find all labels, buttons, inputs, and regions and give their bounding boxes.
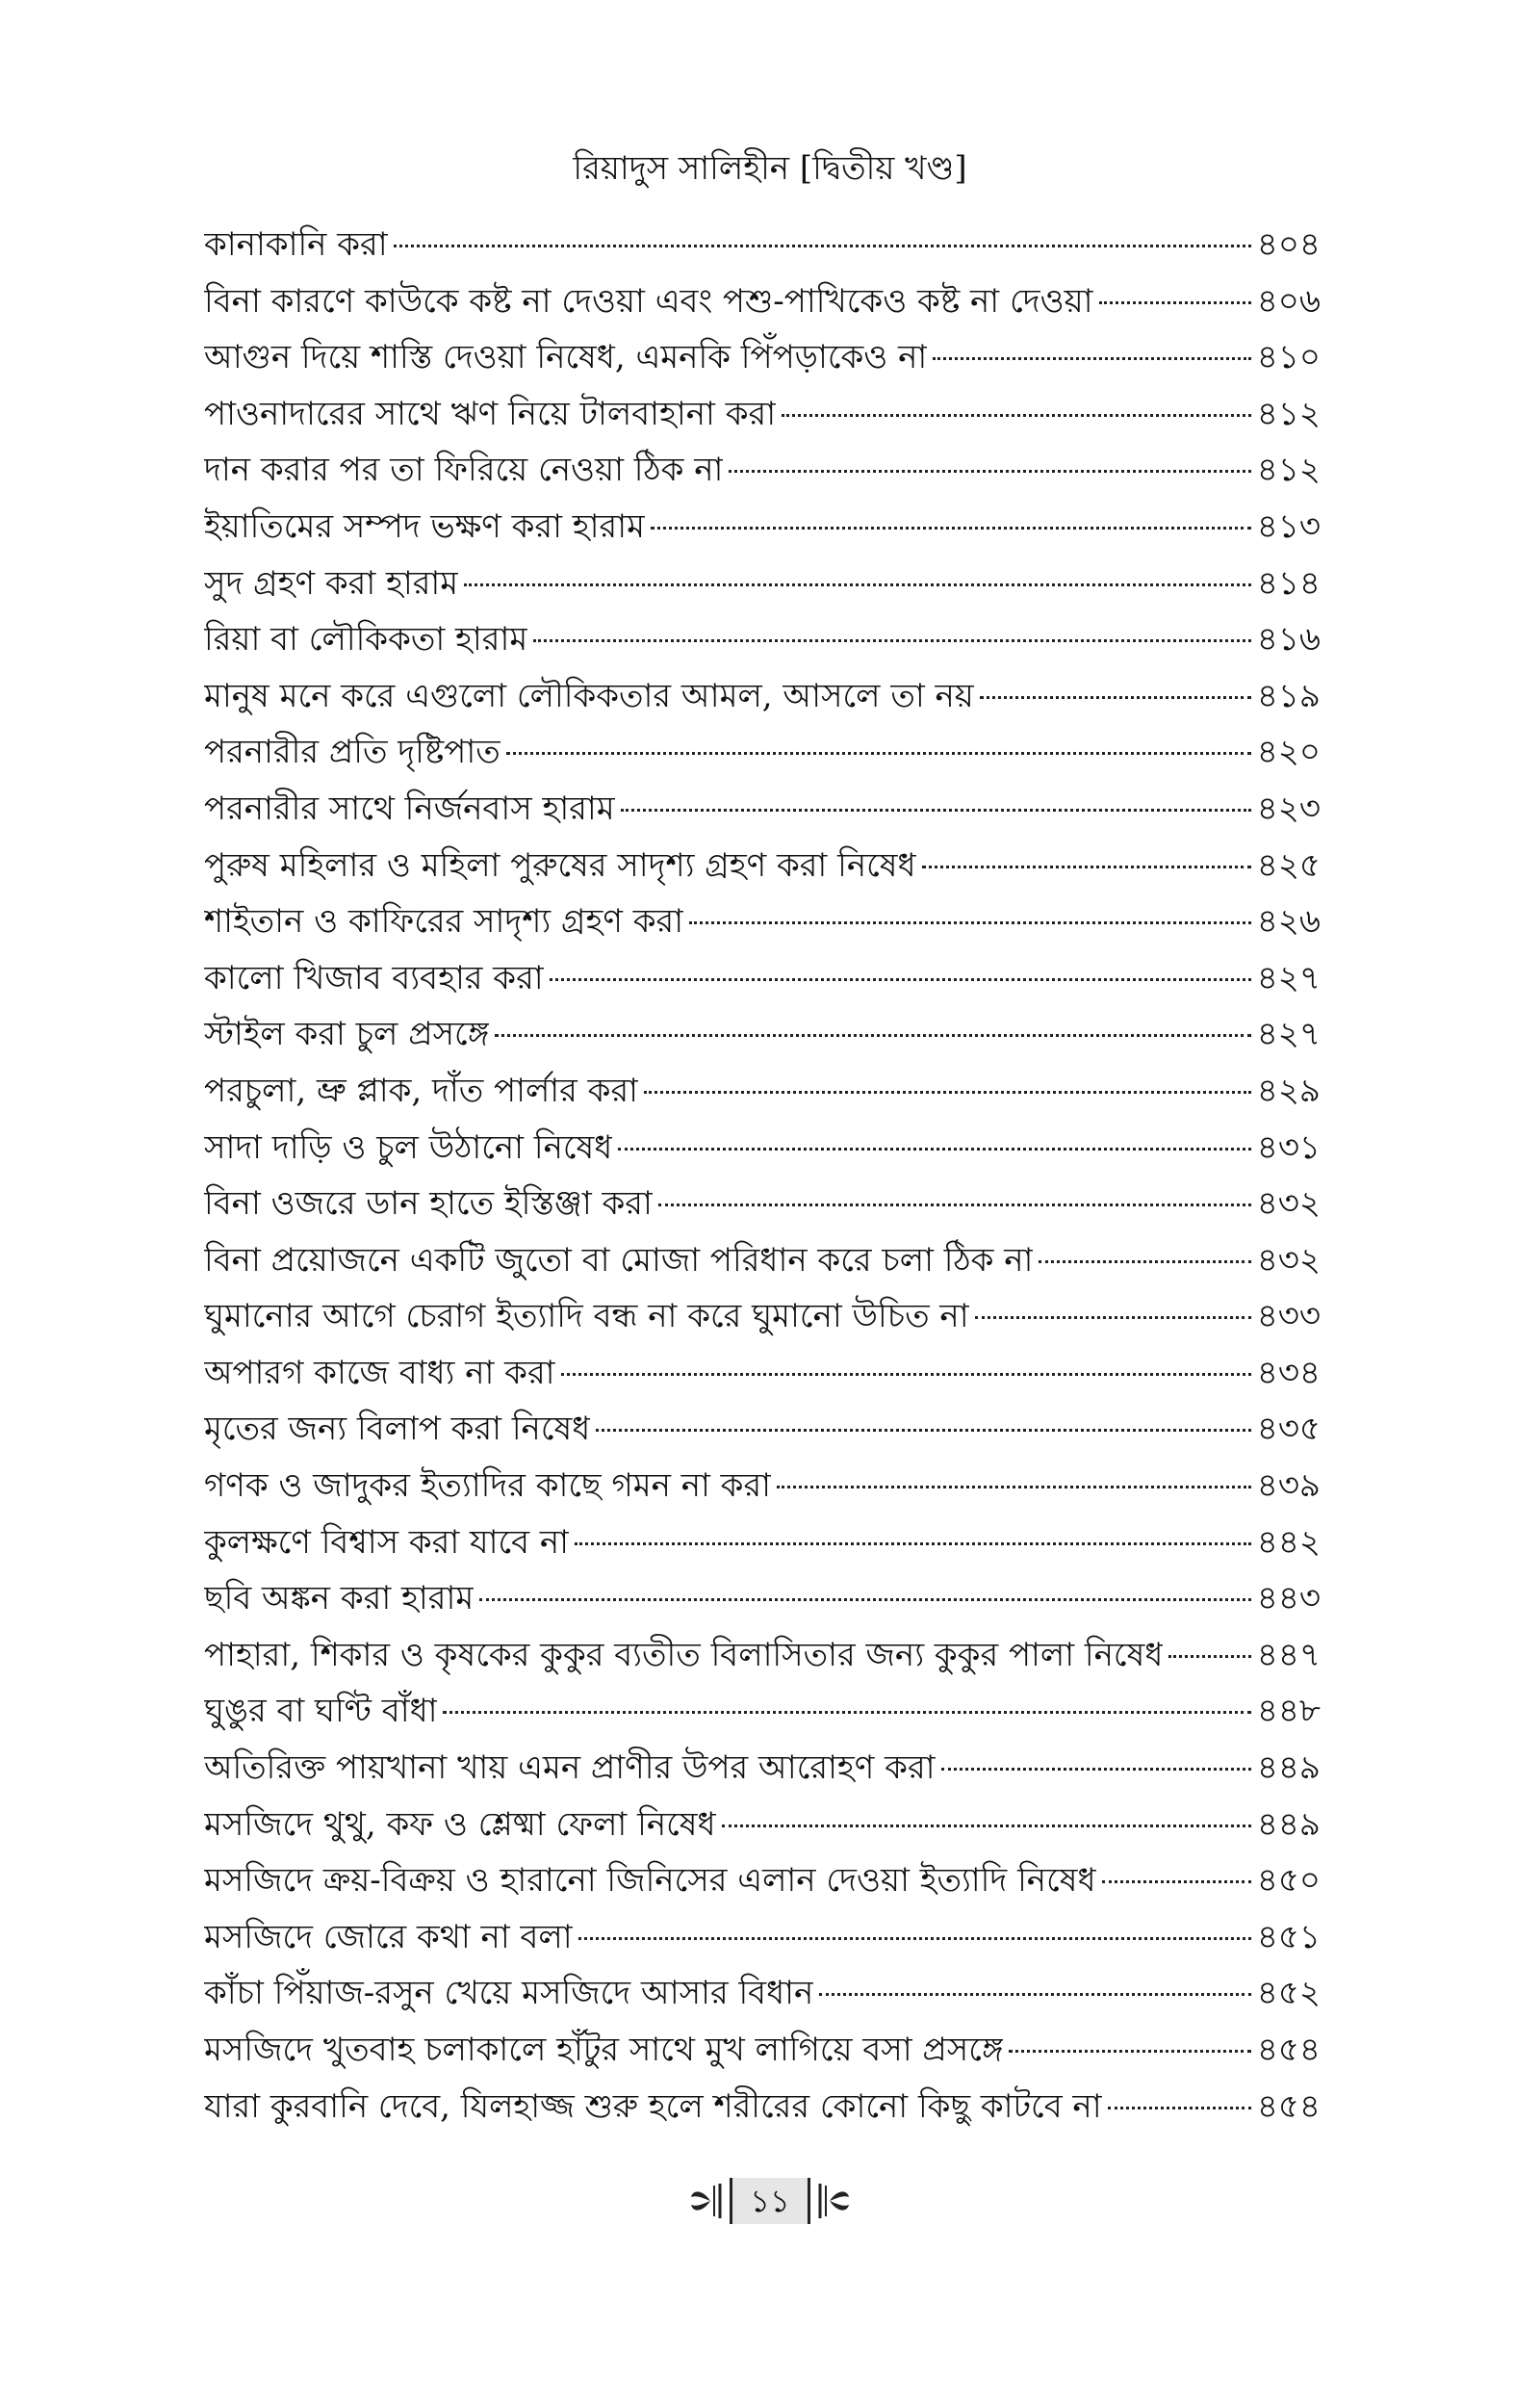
toc-entry [204,611,1321,668]
toc-entry-page: ৪১২ [1256,394,1321,433]
dot-leader [1099,301,1251,304]
toc-entry [204,386,1321,443]
toc-entry [204,724,1321,781]
dot-leader [578,1937,1251,1940]
toc-entry [204,273,1321,330]
toc-entry-title: গণক ও জাদুকর ইত্যাদির কাছে গমন না করা [204,1466,772,1506]
dot-leader [975,1316,1251,1319]
toc-entry [204,1063,1321,1120]
toc-entry-page: ৪১৪ [1256,563,1321,603]
toc-entry-title: কানাকানি করা [204,225,388,264]
toc-entry [204,1683,1321,1740]
toc-entry-page: ৪৩৩ [1256,1297,1321,1336]
dot-leader [533,639,1251,642]
toc-entry [204,1232,1321,1289]
floral-ornament-icon [687,2180,724,2222]
toc-entry [204,838,1321,894]
toc-entry-page: ৪৫১ [1256,1917,1321,1956]
toc-entry-page: ৪২৭ [1256,1015,1321,1054]
dot-leader [1039,1260,1250,1263]
dot-leader [394,245,1251,247]
toc-entry-title: রিয়া বা লৌকিকতা হারাম [204,620,528,660]
toc-entry [204,1909,1321,1966]
dot-leader [722,1825,1251,1827]
toc-entry-page: ৪৪২ [1256,1522,1321,1562]
page-number: ১১ [730,2178,810,2224]
dot-leader [443,1711,1250,1714]
dot-leader [941,1768,1251,1771]
book-title: রিয়াদুস সালিহীন [দ্বিতীয় খণ্ড] [573,149,967,188]
page-footer [0,2178,1540,2224]
toc-entry [204,668,1321,725]
toc-entry [204,1458,1321,1514]
toc-entry-page: ৪১২ [1256,451,1321,490]
toc-entry [204,781,1321,838]
toc-entry-title: স্টাইল করা চুল প্রসঙ্গে [204,1015,490,1054]
dot-leader [980,696,1251,699]
toc-entry [204,2022,1321,2079]
toc-entry-title: পাওনাদারের সাথে ঋণ নিয়ে টালবাহানা করা [204,394,777,433]
toc-entry-page: ৪১৯ [1256,676,1321,715]
toc-entry [204,217,1321,273]
toc-entry-title: সুদ গ্রহণ করা হারাম [204,563,459,603]
toc-entry-page: ৪২৫ [1256,845,1321,885]
dot-leader [495,1034,1250,1037]
toc-entry-title: আগুন দিয়ে শাস্তি দেওয়া নিষেধ, এমনকি পিঁপড়াকেও না [204,338,928,377]
toc-entry-title: মসজিদে থুথু, কফ ও শ্লেষ্মা ফেলা নিষেধ [204,1804,716,1844]
toc-entry-title: মসজিদে খুতবাহ চলাকালে হাঁটুর সাথে মুখ লাগিয়ে বসা প্রসঙ্গে [204,2031,1004,2069]
dot-leader [575,1542,1251,1545]
toc-entry [204,499,1321,556]
toc-entry-page: ৪২৬ [1256,902,1321,942]
dot-leader [1102,1880,1251,1883]
toc-entry-page: ৪১৬ [1256,620,1321,660]
toc-entry-title: কুলক্ষণে বিশ্বাস করা যাবে না [204,1522,570,1562]
toc-entry-page: ৪৩৪ [1256,1353,1321,1392]
toc-entry-title: অতিরিক্ত পায়খানা খায় এমন প্রাণীর উপর আরোহণ করা [204,1748,936,1788]
toc-entry-title: যারা কুরবানি দেবে, যিলহাজ্জ শুরু হলে শরীরের কোনো কিছু কাটবে না [204,2086,1102,2126]
toc-entry [204,1514,1321,1571]
dot-leader [1108,2107,1251,2109]
toc-entry [204,329,1321,386]
toc-entry-title: কালো খিজাব ব্যবহার করা [204,958,544,997]
dot-leader [621,809,1251,812]
dot-leader [506,752,1251,755]
toc-entry [204,1176,1321,1232]
toc-entry [204,1740,1321,1797]
toc-entry-page: ৪১০ [1256,338,1321,377]
toc-entry-page: ৪১৩ [1256,506,1321,546]
toc-entry-title: পরনারীর সাথে নির্জনবাস হারাম [204,789,615,828]
toc-entry-page: ৪২৩ [1256,789,1321,828]
toc-entry-title: মসজিদে জোরে কথা না বলা [204,1917,573,1956]
dot-leader [479,1598,1251,1601]
toc-entry [204,950,1321,1007]
toc-entry-title: দান করার পর তা ফিরিয়ে নেওয়া ঠিক না [204,451,724,490]
toc-entry-page: ৪৩২ [1256,1184,1321,1224]
toc-entry-title: বিনা ওজরে ডান হাতে ইস্তিঞ্জা করা [204,1184,653,1224]
toc-entry-page: ৪৪৮ [1256,1692,1321,1731]
toc-entry-page: ৪২৭ [1256,958,1321,997]
toc-entry-page: ৪২৯ [1256,1071,1321,1110]
toc-entry-title: পরচুলা, ভ্রু প্লাক, দাঁত পার্লার করা [204,1071,639,1110]
dot-leader [651,527,1251,530]
toc-entry [204,1120,1321,1177]
toc-entry-title: পাহারা, শিকার ও কৃষকের কুকুর ব্যতীত বিলাসিতার জন্য কুকুর পালা নিষেধ [204,1635,1164,1674]
toc-entry-title: কাঁচা পিঁয়াজ-রসুন খেয়ে মসজিদে আসার বিধান [204,1974,814,2013]
toc-entry [204,893,1321,950]
floral-ornament-icon [816,2180,853,2222]
toc-entry [204,1627,1321,1684]
toc-entry-title: মসজিদে ক্রয়-বিক্রয় ও হারানো জিনিসের এলান দেওয়া ইত্যাদি নিষেধ [204,1861,1096,1901]
dot-leader [782,414,1251,417]
toc-entry-title: মৃতের জন্য বিলাপ করা নিষেধ [204,1410,591,1449]
toc-entry-title: পরনারীর প্রতি দৃষ্টিপাত [204,733,500,772]
toc-entry-page: ৪৪৯ [1256,1748,1321,1788]
toc-entry-title: ইয়াতিমের সম্পদ ভক্ষণ করা হারাম [204,506,645,546]
toc-entry-title: ঘুমানোর আগে চেরাগ ইত্যাদি বন্ধ না করে ঘুমানো উচিত না [204,1297,969,1336]
toc-entry [204,1288,1321,1345]
toc-entry-title: ঘুঙুর বা ঘণ্টি বাঁধা [204,1692,438,1731]
toc-entry-page: ৪৩১ [1256,1127,1321,1167]
toc-entry-title: বিনা প্রয়োজনে একটি জুতো বা মোজা পরিধান করে চলা ঠিক না [204,1240,1034,1280]
dot-leader [819,1993,1250,1996]
running-header [0,144,1540,193]
dot-leader [922,866,1251,868]
toc-entry-page: ৪৪৩ [1256,1579,1321,1618]
dot-leader [933,357,1251,360]
toc-entry [204,1852,1321,1909]
toc-entry-title: সাদা দাড়ি ও চুল উঠানো নিষেধ [204,1127,613,1167]
dot-leader [729,470,1250,473]
toc-entry [204,1797,1321,1853]
dot-leader [689,921,1251,924]
toc-entry-title: বিনা কারণে কাউকে কষ্ট না দেওয়া এবং পশু-পাখিকেও কষ্ট না দেওয়া [204,281,1093,321]
dot-leader [561,1373,1251,1376]
toc-entry-page: ৪০৬ [1256,281,1321,321]
toc-entry-page: ৪৫৪ [1256,2031,1321,2069]
toc-entry-page: ৪৪৭ [1256,1635,1321,1674]
toc-entry-title: অপারগ কাজে বাধ্য না করা [204,1353,555,1392]
toc-entry [204,442,1321,499]
toc-entry-page: ৪৫০ [1256,1861,1321,1901]
table-of-contents [204,217,1321,2135]
toc-entry-title: ছবি অঙ্কন করা হারাম [204,1579,475,1618]
toc-entry-page: ৪০৪ [1256,225,1321,264]
toc-entry-page: ৪৪৯ [1256,1804,1321,1844]
dot-leader [618,1148,1250,1151]
toc-entry-page: ৪৩২ [1256,1240,1321,1280]
toc-entry-title: পুরুষ মহিলার ও মহিলা পুরুষের সাদৃশ্য গ্রহণ করা নিষেধ [204,845,916,885]
toc-entry [204,1345,1321,1402]
dot-leader [596,1429,1250,1432]
toc-entry-page: ৪৫৪ [1256,2086,1321,2126]
toc-entry [204,1401,1321,1458]
toc-entry-title: শাইতান ও কাফিরের সাদৃশ্য গ্রহণ করা [204,902,684,942]
dot-leader [464,583,1251,586]
toc-entry [204,1006,1321,1063]
dot-leader [658,1203,1251,1206]
toc-entry [204,556,1321,612]
dot-leader [1009,2050,1250,2053]
toc-entry-page: ৪৩৫ [1256,1410,1321,1449]
toc-entry [204,1570,1321,1627]
toc-entry [204,2079,1321,2135]
toc-entry-page: ৪২০ [1256,733,1321,772]
toc-entry-title: মানুষ মনে করে এগুলো লৌকিকতার আমল, আসলে তা নয় [204,676,974,715]
toc-entry [204,1965,1321,2022]
dot-leader [777,1486,1251,1488]
dot-leader [644,1091,1251,1094]
dot-leader [1168,1655,1250,1658]
toc-entry-page: ৪৫২ [1256,1974,1321,2013]
dot-leader [550,978,1251,981]
toc-entry-page: ৪৩৯ [1256,1466,1321,1506]
